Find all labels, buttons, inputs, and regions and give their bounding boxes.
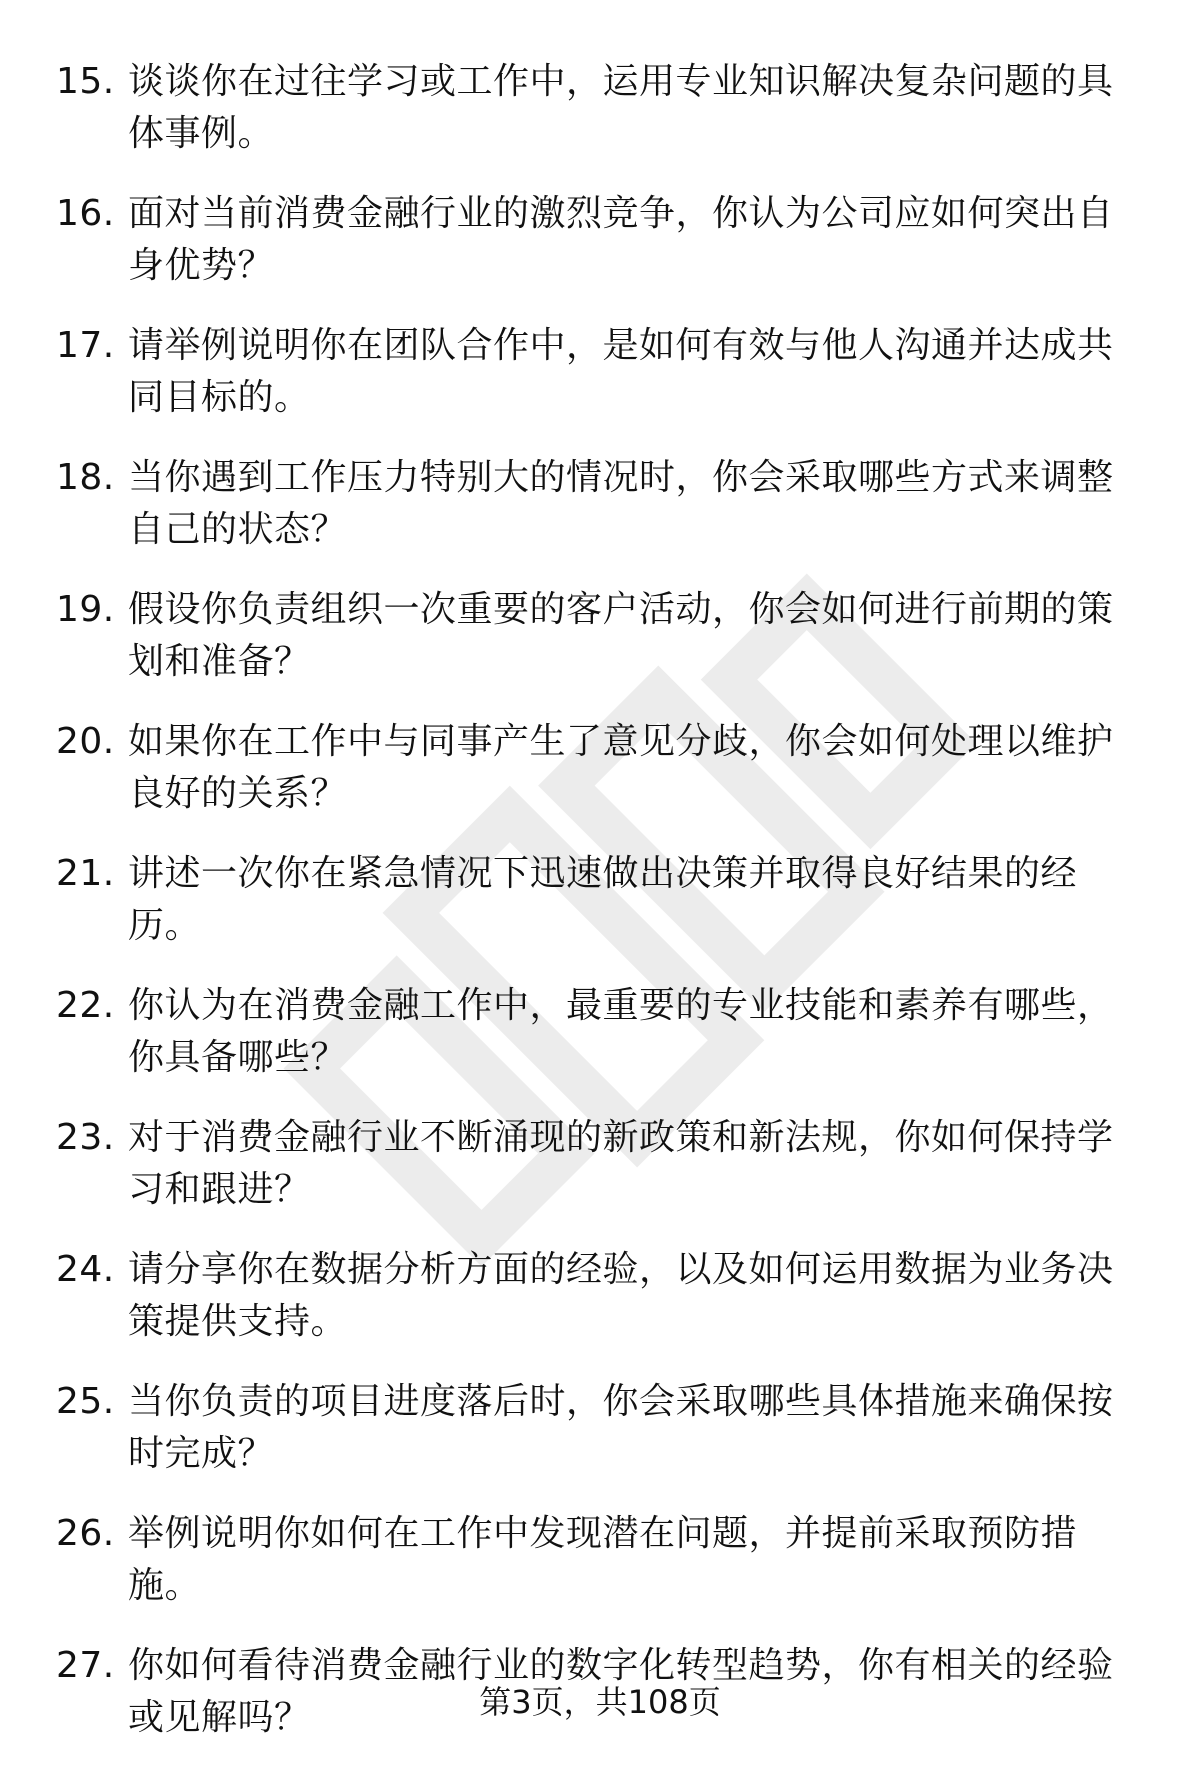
question-number: 18. [56, 457, 115, 498]
question-number: 23. [56, 1117, 115, 1158]
question-number: 26. [56, 1513, 115, 1554]
list-item [0, 584, 1200, 688]
list-item [0, 1376, 1200, 1480]
question-number: 19. [56, 589, 115, 630]
question-text: 当你负责的项目进度落后时，你会采取哪些具体措施来确保按时完成？ [128, 1381, 1114, 1474]
question-number: 15. [56, 61, 115, 102]
question-text: 对于消费金融行业不断涌现的新政策和新法规，你如何保持学习和跟进？ [128, 1117, 1114, 1210]
question-text: 谈谈你在过往学习或工作中，运用专业知识解决复杂问题的具体事例。 [128, 61, 1114, 154]
question-number: 16. [56, 193, 115, 234]
question-text: 举例说明你如何在工作中发现潜在问题，并提前采取预防措施。 [128, 1513, 1078, 1606]
list-item [0, 716, 1200, 820]
question-number: 21. [56, 853, 115, 894]
list-item [0, 1508, 1200, 1612]
question-number: 17. [56, 325, 115, 366]
question-number: 25. [56, 1381, 115, 1422]
question-text: 如果你在工作中与同事产生了意见分歧，你会如何处理以维护良好的关系？ [128, 721, 1114, 814]
list-item [0, 848, 1200, 952]
question-text: 讲述一次你在紧急情况下迅速做出决策并取得良好结果的经历。 [128, 853, 1078, 946]
list-item [0, 320, 1200, 424]
question-text: 你如何看待消费金融行业的数字化转型趋势，你有相关的经验或见解吗？ [128, 1645, 1114, 1738]
question-text: 请分享你在数据分析方面的经验，以及如何运用数据为业务决策提供支持。 [128, 1249, 1114, 1342]
list-item [0, 1244, 1200, 1348]
question-text: 假设你负责组织一次重要的客户活动，你会如何进行前期的策划和准备？ [128, 589, 1114, 682]
question-text: 你认为在消费金融工作中，最重要的专业技能和素养有哪些，你具备哪些？ [128, 985, 1114, 1078]
question-number: 22. [56, 985, 115, 1026]
question-text: 面对当前消费金融行业的激烈竞争，你认为公司应如何突出自身优势？ [128, 193, 1114, 286]
question-list [0, 56, 1200, 1772]
list-item [0, 56, 1200, 160]
page-footer: 第3页，共108页 [479, 1683, 721, 1721]
question-number: 27. [56, 1645, 115, 1686]
question-number: 24. [56, 1249, 115, 1290]
list-item [0, 452, 1200, 556]
list-item [0, 980, 1200, 1084]
list-item [0, 188, 1200, 292]
question-text: 当你遇到工作压力特别大的情况时，你会采取哪些方式来调整自己的状态？ [128, 457, 1114, 550]
question-number: 20. [56, 721, 115, 762]
question-text: 请举例说明你在团队合作中，是如何有效与他人沟通并达成共同目标的。 [128, 325, 1114, 418]
list-item [0, 1112, 1200, 1216]
